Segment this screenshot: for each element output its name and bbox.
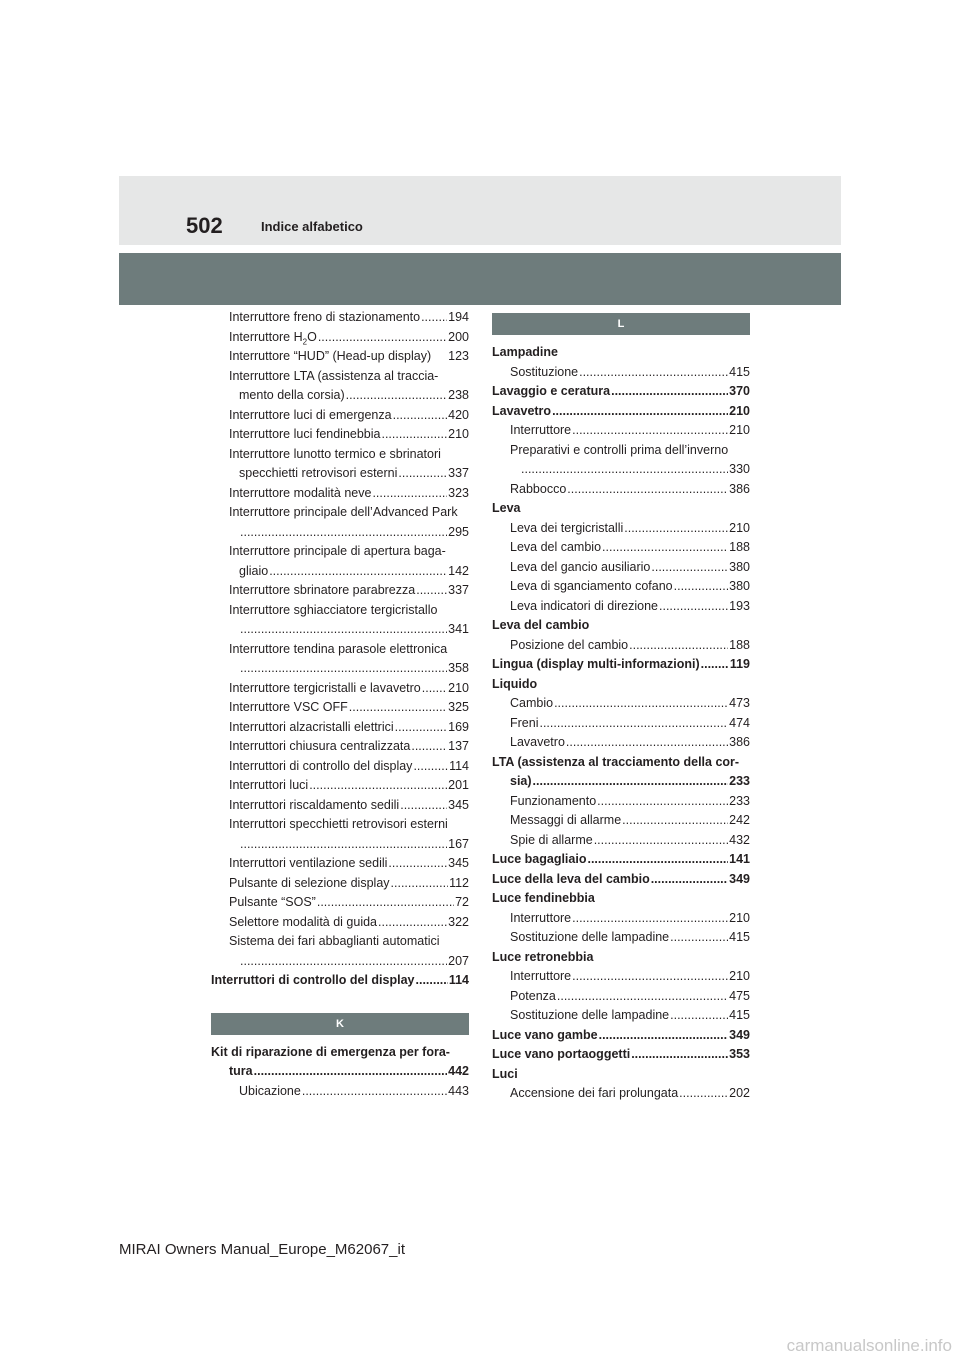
index-page-number: 420 [448,407,469,422]
dot-leader [378,913,447,933]
index-entry-label: Interruttori luci [229,778,309,792]
dot-leader [416,581,447,601]
index-entry [492,480,750,500]
index-entry-label: Lingua (display multi-informazioni) [492,657,700,671]
index-entry-label: Interruttore modalità neve [229,485,372,500]
index-page-number: 210 [729,520,750,535]
index-page-number: 415 [729,364,750,379]
index-page-number: 349 [729,1027,750,1042]
index-entry [211,347,469,367]
index-entry [492,402,750,422]
index-entry-label: Posizione del cambio [510,637,629,652]
index-page-number: 188 [729,540,750,554]
index-entry-label: Lavavetro [510,735,565,749]
index-entry [492,675,750,695]
index-page-number: 238 [448,388,469,402]
index-entry [492,831,750,851]
index-entry-label: Interruttore [510,910,572,925]
dot-leader [349,698,447,718]
dot-leader [240,523,447,543]
index-page-number: 386 [729,735,750,749]
index-page-number: 201 [448,778,469,792]
index-entry [211,1062,469,1082]
index-page-number: 475 [729,988,750,1003]
header-band [119,253,841,305]
index-entry-label: Ubicazione [239,1083,301,1098]
index-page-number: 295 [448,524,469,539]
index-entry [492,519,750,539]
index-entry [211,679,469,699]
index-entry-label: Luci [492,1066,518,1081]
index-entry [492,382,750,402]
index-page-number: 415 [729,930,750,944]
index-entry [492,772,750,792]
index-entry [211,952,469,972]
index-entry [211,367,469,387]
index-page-number: 210 [448,680,469,695]
index-entry [492,1026,750,1046]
index-page-number: 386 [729,481,750,496]
index-entry-label: Lavavetro [492,403,552,418]
dot-leader [631,1045,728,1065]
index-page-number: 114 [449,758,469,773]
index-entry [211,328,469,348]
index-page-number: 443 [448,1083,469,1098]
index-page-number: 325 [448,700,469,714]
index-entry [211,815,469,835]
dot-leader [594,831,728,851]
index-entry-label: tura [229,1064,253,1078]
index-entry-label: Interruttori riscaldamento sedili [229,797,400,812]
index-entry [492,733,750,753]
index-entry-label: Lavaggio e ceratura [492,384,611,398]
index-page-number: 119 [729,657,750,671]
index-entry [211,757,469,777]
index-page-number: 72 [455,895,469,909]
index-page-number: 322 [448,914,469,929]
index-entry [492,1084,750,1104]
index-entry [492,558,750,578]
index-entry [492,460,750,480]
index-entry [211,1082,469,1102]
index-page-number: 210 [729,423,750,437]
index-entry [211,718,469,738]
index-entry [211,445,469,465]
index-entry-label: Interruttori di controllo del display [211,973,415,987]
spacer [211,991,469,1013]
watermark: carmanualsonline.info [786,1336,952,1355]
index-entry [492,909,750,929]
dot-leader [240,659,447,679]
index-entry [492,1065,750,1085]
dot-leader [599,1026,729,1046]
index-entry-label: Cambio [510,696,554,710]
dot-leader [566,733,728,753]
dot-leader [254,1062,448,1082]
index-entry [492,343,750,363]
dot-leader [651,558,728,578]
index-entry [492,967,750,987]
index-entry [211,406,469,426]
index-entry [211,854,469,874]
dot-leader [659,597,728,617]
index-entry-label: Leva del cambio [510,540,602,554]
index-entry [492,499,750,519]
index-entry [211,913,469,933]
index-entry-label: Interruttore lunotto termico e sbrinatori [229,446,441,461]
index-entry-label: Sostituzione delle lampadine [510,930,670,944]
dot-leader [602,538,728,558]
dot-leader [629,636,728,656]
dot-leader [413,757,448,777]
index-page-number: 210 [729,403,750,418]
index-page-number: 432 [729,832,750,847]
index-page-number: 142 [448,563,469,578]
index-entry-label: Luce della leva del cambio [492,871,650,886]
index-entry [492,987,750,1007]
index-entry [211,620,469,640]
index-entry-label: Messaggi di allarme [510,813,622,827]
index-entry [211,601,469,621]
index-entry-label: Luce fendinebbia [492,891,595,905]
dot-leader [554,694,728,714]
index-entry [211,776,469,796]
index-entry [492,616,750,636]
index-entry [211,484,469,504]
index-page-number: 341 [448,622,469,636]
index-entry [492,441,750,461]
page-number: 502 [186,213,223,238]
index-entry-label: Liquido [492,676,538,691]
index-letter-heading: L [492,313,750,335]
index-page-number: 442 [448,1064,469,1078]
index-entry [492,850,750,870]
index-entry [492,948,750,968]
index-entry-label: Interruttori alzacristalli elettrici [229,719,394,734]
index-entry [211,874,469,894]
index-entry-label: Rabbocco [510,481,567,496]
index-entry-label: LTA (assistenza al tracciamento della cor- [492,754,740,769]
index-page-number: 358 [448,661,469,675]
dot-leader [572,421,728,441]
index-entry-label: Potenza [510,988,556,1003]
index-letter-heading: K [211,1013,469,1035]
index-entry-label: gliaio [239,563,269,578]
dot-leader [587,850,728,870]
index-entry-label: Interruttore VSC OFF [229,700,348,714]
dot-leader [624,519,728,539]
index-entry-label: Interruttore LTA (assistenza al traccia- [229,368,439,383]
index-entry [211,464,469,484]
dot-leader [393,406,448,426]
index-entry-label: Interruttori ventilazione sedili [229,856,388,870]
index-entry-label: Interruttore “HUD” (Head-up display) [229,349,432,363]
index-entry [211,640,469,660]
dot-leader [701,655,729,675]
index-entry-label: Lampadine [492,345,558,359]
index-entry-label: Leva indicatori di direzione [510,598,659,613]
index-entry-label: Luce vano portaoggetti [492,1047,631,1061]
index-entry [211,542,469,562]
index-entry [492,1006,750,1026]
index-entry-label: Interruttori chiusura centralizzata [229,739,411,753]
index-entry [211,835,469,855]
index-entry [492,792,750,812]
index-page-number: 123 [448,349,469,363]
index-entry-label: Preparativi e controlli prima dell’inverno [510,442,729,457]
dot-leader [240,620,447,640]
dot-leader [579,363,728,383]
index-entry [211,737,469,757]
index-page-number: 337 [448,466,469,480]
dot-leader [381,425,447,445]
index-entry-label: Interruttore [510,423,572,437]
index-entry [211,523,469,543]
index-entry [492,421,750,441]
index-entry [492,363,750,383]
index-entry-label: Kit di riparazione di emergenza per fora- [211,1044,450,1059]
dot-leader [533,772,729,792]
dot-leader [391,874,449,894]
index-entry-label: Interruttore [510,969,572,983]
index-entry-label: Interruttore principale dell’Advanced Park [229,505,458,519]
dot-leader [611,382,728,402]
index-page-number: 349 [729,871,750,886]
index-entry-label: Leva del gancio ausiliario [510,559,651,574]
index-entry [492,1045,750,1065]
index-page-number: 242 [729,813,750,827]
index-page-number: 207 [448,953,469,968]
index-entry-label: sia) [510,774,532,788]
index-entry [492,597,750,617]
index-entry-label: Interruttore tergicristalli e lavavetro [229,680,421,695]
dot-leader [521,460,728,480]
dot-leader [572,967,728,987]
index-entry-label: Leva dei tergicristalli [510,520,624,535]
dot-leader [422,679,447,699]
index-page-number: 380 [729,559,750,574]
header-bar [119,176,841,245]
dot-leader [269,562,447,582]
index-page-number: 112 [449,875,469,890]
dot-leader [539,714,728,734]
index-entry-label: Interruttore luci fendinebbia [229,427,381,441]
index-entry [211,308,469,328]
index-entry-label: Spie di allarme [510,832,593,847]
index-entry-label: Interruttore luci di emergenza [229,407,392,422]
index-entry [211,425,469,445]
index-entry [492,577,750,597]
index-entry [492,889,750,909]
index-entry [492,694,750,714]
dot-leader [679,1084,728,1104]
index-entry-label: Leva di sganciamento cofano [510,579,673,593]
dot-leader [567,480,728,500]
dot-leader [309,776,447,796]
section-title: Indice alfabetico [261,219,363,234]
index-entry [211,386,469,406]
index-page-number: 193 [729,598,750,613]
index-entry [211,503,469,523]
index-entry [492,655,750,675]
index-entry [211,932,469,952]
index-entry-label: specchietti retrovisori esterni [239,466,398,480]
dot-leader [346,386,448,406]
index-entry-label: Interruttore sghiacciatore tergicristallo [229,602,438,617]
dot-leader [240,952,447,972]
index-entry [492,870,750,890]
index-entry-label: Interruttore $H_2O$ [229,329,317,346]
index-entry-label: Interruttori di controllo del display [229,758,413,773]
index-entry [492,811,750,831]
index-page-number: 210 [729,969,750,983]
index-entry [492,928,750,948]
index-entry-label: Interruttore sbrinatore parabrezza [229,583,416,597]
index-page-number: 474 [729,715,750,730]
index-page-number: 141 [729,852,750,866]
index-page-number: 210 [448,427,469,441]
index-entry-label: Luce vano gambe [492,1027,598,1042]
index-entry-label: Interruttore freno di stazionamento [229,310,421,324]
index-page-number: 210 [729,910,750,925]
dot-leader [318,328,447,348]
dot-leader [398,464,447,484]
index-entry-label: Freni [510,715,539,730]
index-column-left [211,308,469,1101]
index-entry-label: mento della corsia) [239,388,345,402]
dot-leader [552,402,728,422]
index-page-number: 137 [448,739,469,753]
index-page-number: 323 [448,485,469,500]
dot-leader [400,796,447,816]
index-page-number: 370 [729,384,750,398]
index-entry [211,1043,469,1063]
index-page-number: 233 [729,793,750,808]
index-entry-label: Pulsante “SOS” [229,895,316,909]
index-page-number: 337 [448,583,469,597]
index-entry [211,698,469,718]
dot-leader [651,870,728,890]
dot-leader [421,308,447,328]
dot-leader [670,1006,728,1026]
index-entry-label: Accensione dei fari prolungata [510,1086,679,1100]
index-entry-label: Sistema dei fari abbaglianti automatici [229,934,440,948]
index-entry [211,562,469,582]
index-entry [211,796,469,816]
dot-leader [670,928,728,948]
index-page-number: 345 [448,856,469,870]
index-page-number: 200 [448,329,469,344]
index-entry-label: Interruttori specchietti retrovisori esterni [229,817,448,831]
index-page-number: 194 [448,310,469,324]
index-entry [492,753,750,773]
index-page-number: 415 [729,1008,750,1022]
index-entry [211,659,469,679]
spacer [211,1035,469,1043]
index-entry-label: Interruttore principale di apertura baga- [229,544,446,558]
index-entry-label: Luce bagagliaio [492,852,587,866]
dot-leader [395,718,448,738]
index-entry [211,971,469,991]
dot-leader [411,737,447,757]
dot-leader [317,893,454,913]
index-page-number: 345 [448,797,469,812]
index-page-number: 353 [729,1047,750,1061]
dot-leader [674,577,729,597]
index-page-number: 169 [448,719,469,734]
index-page-number: 114 [448,973,469,987]
spacer [492,335,750,343]
index-entry [211,581,469,601]
index-page-number: 202 [729,1086,750,1100]
footer-manual-id: MIRAI Owners Manual_Europe_M62067_it [119,1241,405,1258]
dot-leader [416,971,448,991]
dot-leader [622,811,728,831]
index-page-number: 167 [448,836,469,851]
index-page-number: 330 [729,462,750,476]
index-page-number: 380 [729,579,750,593]
dot-leader [240,835,447,855]
dot-leader [557,987,728,1007]
index-entry [492,538,750,558]
index-entry-label: Luce retronebbia [492,949,594,964]
index-entry [492,636,750,656]
index-entry-label: Selettore modalità di guida [229,914,378,929]
index-entry [492,714,750,734]
index-column-right [492,313,750,1104]
index-entry-label: Pulsante di selezione display [229,875,390,890]
dot-leader [572,909,728,929]
index-entry-label: Sostituzione [510,364,579,379]
index-entry-label: Leva del cambio [492,618,590,632]
index-entry-label: Funzionamento [510,793,597,808]
dot-leader [388,854,447,874]
dot-leader [372,484,447,504]
index-entry-label: Leva [492,501,521,515]
index-entry-label: Sostituzione delle lampadine [510,1008,670,1022]
dot-leader [302,1082,447,1102]
index-page-number: 473 [729,696,750,710]
dot-leader [597,792,728,812]
index-page-number: 233 [729,774,750,788]
index-entry-label: Interruttore tendina parasole elettronica [229,641,448,656]
index-page-number: 188 [729,637,750,652]
index-entry [211,893,469,913]
